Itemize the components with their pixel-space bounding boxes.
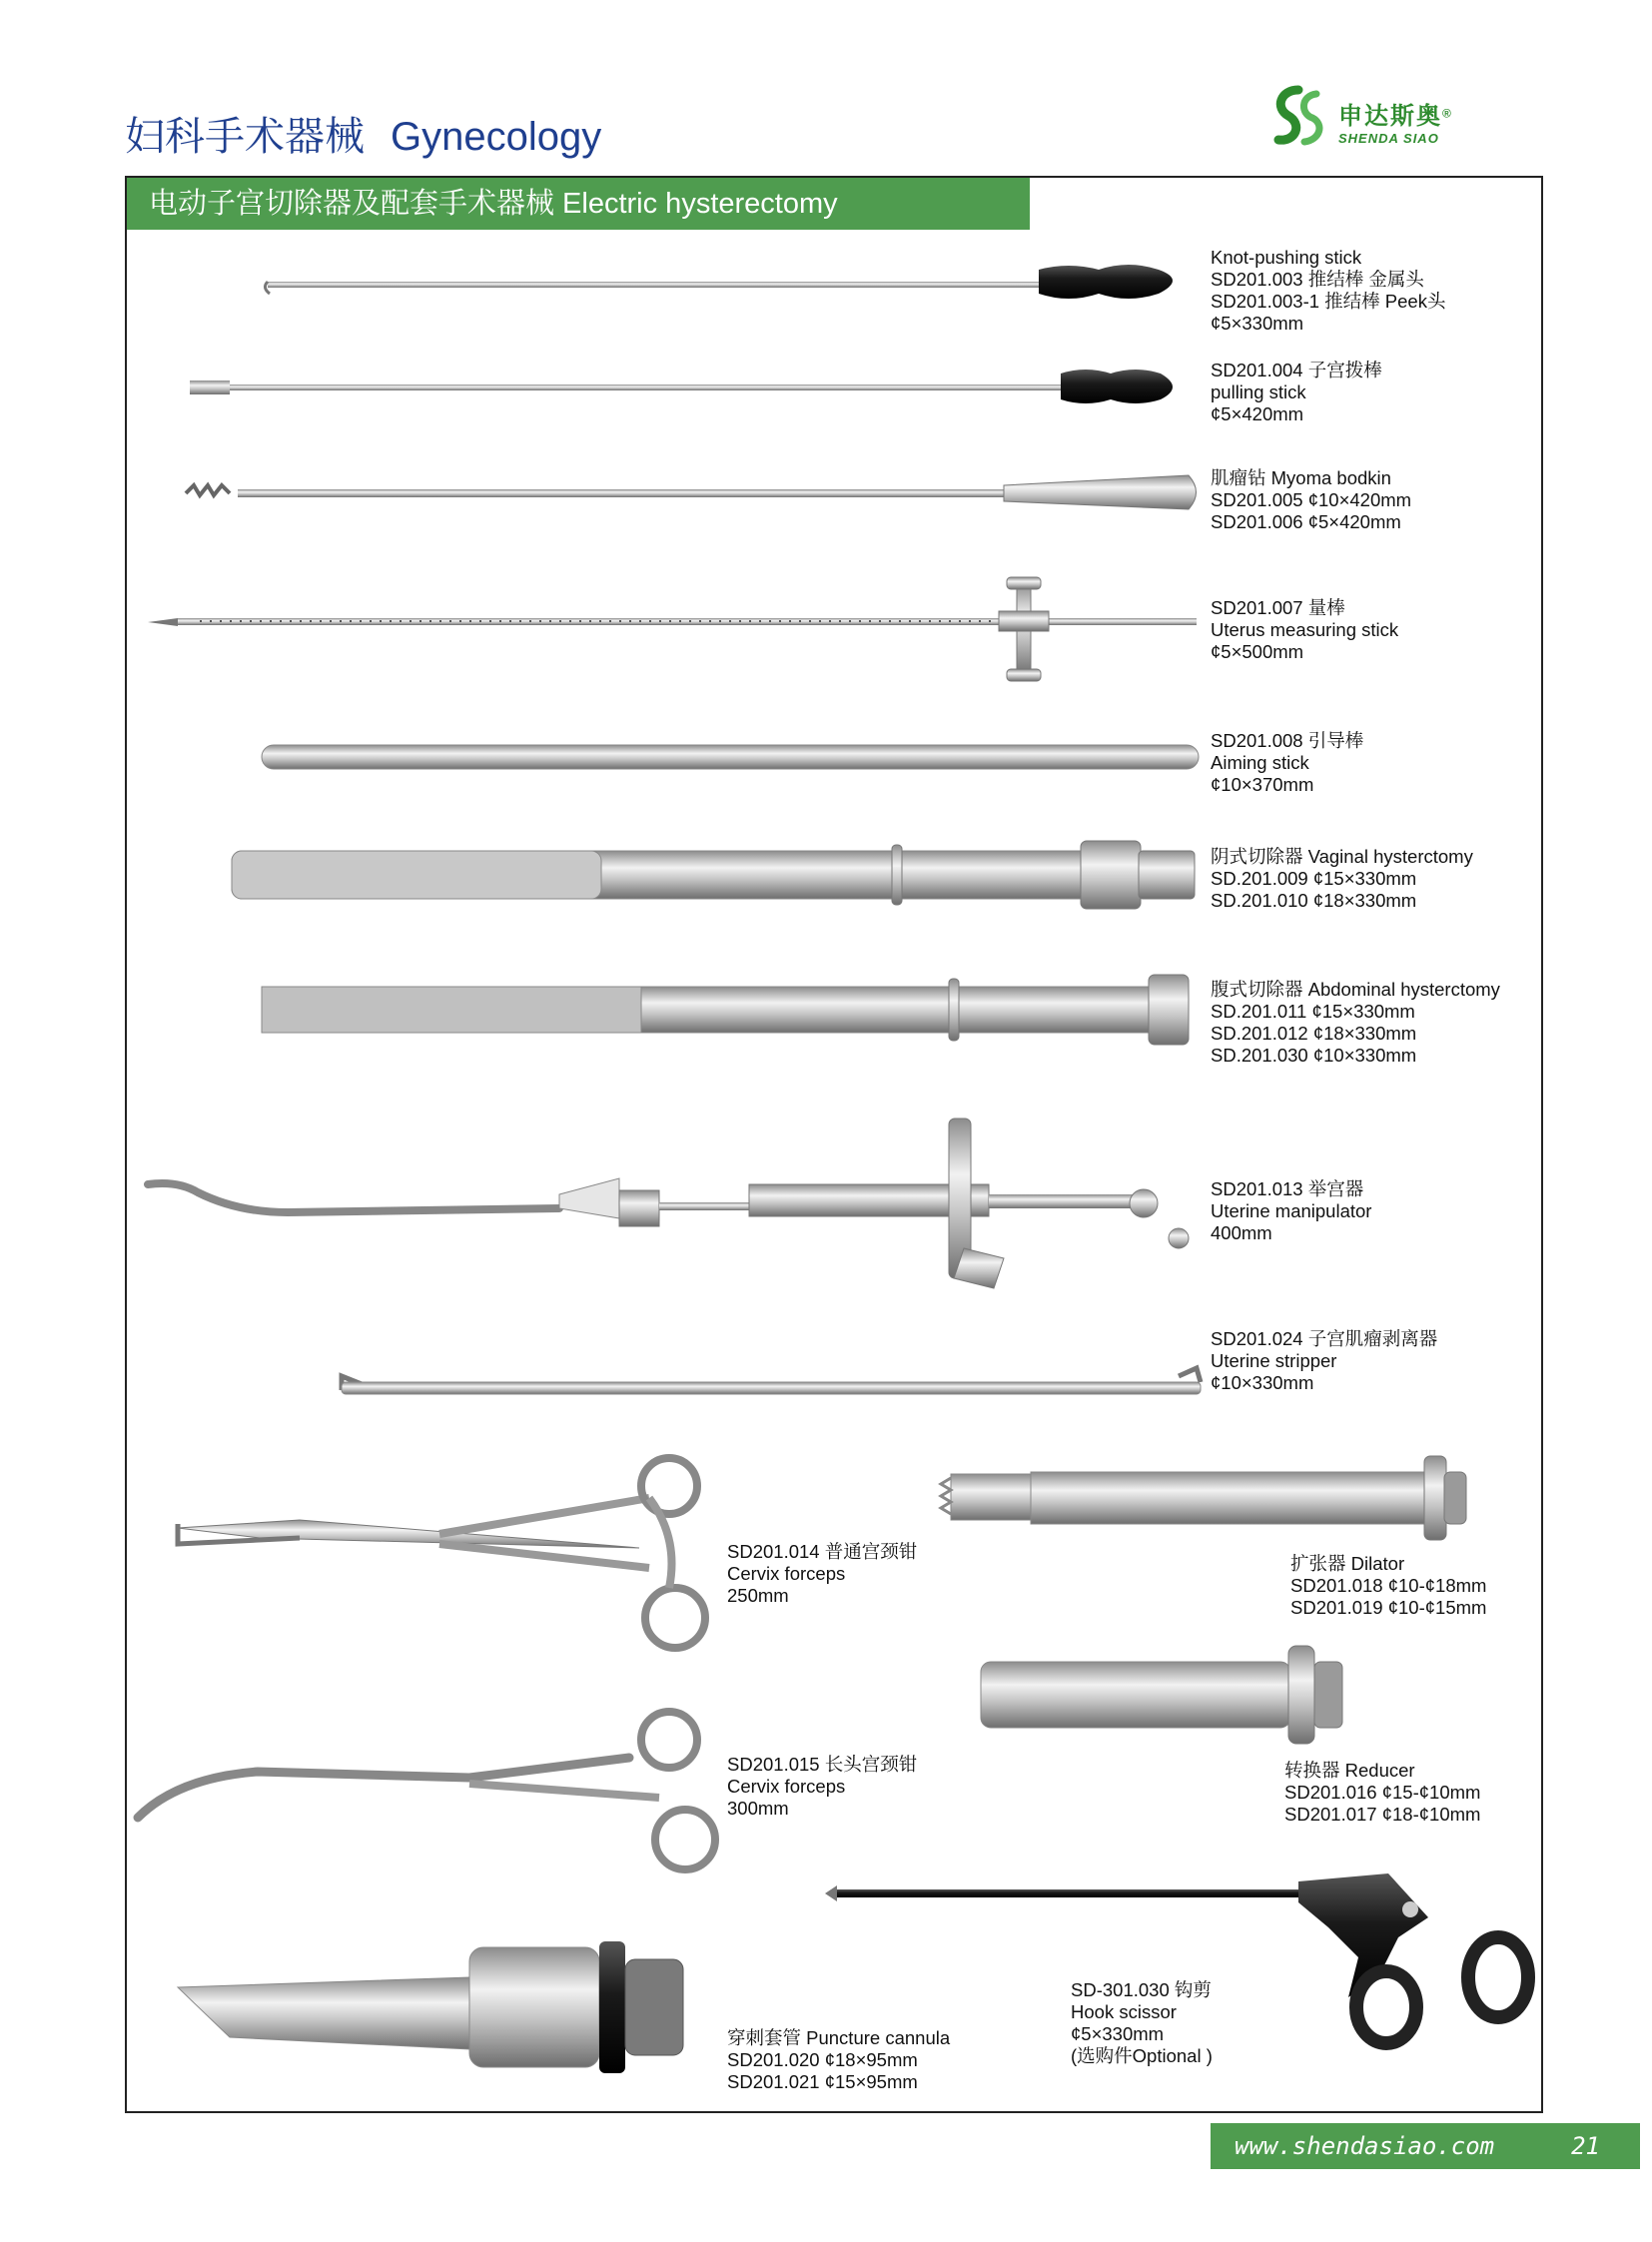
label-line: SD201.007 量棒 [1211,597,1345,618]
dilator-icon [941,1456,1466,1540]
label-line: 250mm [727,1585,789,1606]
uterus-measuring-stick-icon [148,577,1197,681]
label-line: SD201.024 子宫肌瘤剥离器 [1211,1328,1438,1349]
label-line: Cervix forceps [727,1563,846,1584]
label-line: 腹式切除器 Abdominal hysterctomy [1211,979,1500,1000]
label-line: 400mm [1211,1222,1272,1243]
label-line: SD201.006 ¢5×420mm [1211,511,1401,532]
label-line: SD201.013 举宫器 [1211,1178,1364,1199]
label-line: SD201.016 ¢15-¢10mm [1284,1782,1481,1803]
label-line: SD.201.009 ¢15×330mm [1211,868,1417,889]
label-line: Uterine manipulator [1211,1200,1372,1221]
label-hook-scissor [1071,1979,1213,2067]
label-line: Cervix forceps [727,1776,846,1797]
label-line: SD201.019 ¢10-¢15mm [1290,1597,1487,1618]
footer-bar [1211,2123,1640,2169]
label-dilator [1290,1553,1486,1619]
label-line: pulling stick [1211,381,1306,402]
section-banner: 电动子宫切除器及配套手术器械 Electric hysterectomy [127,178,1030,230]
pulling-stick-icon [190,370,1173,403]
label-line: SD201.004 子宫拨棒 [1211,360,1382,380]
label-line: 穿刺套管 Puncture cannula [727,2027,951,2048]
label-line: 肌瘤钻 Myoma bodkin [1211,467,1391,488]
label-abdominal-hysterctomy [1211,979,1500,1067]
myoma-bodkin-icon [186,475,1197,509]
title-cn: 妇科手术器械 [125,115,365,159]
label-line: SD.201.010 ¢18×330mm [1211,890,1417,911]
label-line: Hook scissor [1071,2001,1177,2022]
label-line: SD201.003 推结棒 金属头 [1211,269,1424,290]
puncture-cannula-icon [178,1941,683,2073]
abdominal-hysterctomy-icon [262,975,1189,1045]
label-line: Aiming stick [1211,752,1309,773]
label-line: ¢5×420mm [1211,403,1304,424]
label-line: ¢5×500mm [1211,641,1304,662]
title-en: Gynecology [391,115,602,159]
logo-name-cn: 申达斯奥 [1338,103,1442,130]
label-cervix-forceps-300 [727,1754,917,1820]
label-knot-pushing-stick [1211,247,1445,335]
label-line: SD201.020 ¢18×95mm [727,2049,918,2070]
label-line: SD201.005 ¢10×420mm [1211,489,1412,510]
registered-mark: ® [1442,106,1451,121]
label-uterine-stripper [1211,1328,1437,1394]
label-line: (选购件Optional ) [1071,2045,1213,2066]
uterine-stripper-icon [342,1368,1201,1394]
label-line: SD201.015 长头宫颈钳 [727,1754,918,1775]
label-line: Uterus measuring stick [1211,619,1399,640]
label-line: Uterine stripper [1211,1350,1337,1371]
page-number: 21 [1571,2132,1600,2160]
label-aiming-stick [1211,730,1363,796]
label-line: Knot-pushing stick [1211,247,1362,268]
label-line: SD201.003-1 推结棒 Peek头 [1211,291,1446,312]
label-line: 扩张器 Dilator [1290,1553,1405,1574]
label-uterus-measuring-stick [1211,597,1398,663]
label-line: 300mm [727,1798,789,1819]
logo-name-en: SHENDA SIAO [1338,131,1439,146]
label-line: ¢5×330mm [1211,313,1304,334]
label-line: SD.201.012 ¢18×330mm [1211,1023,1417,1044]
vaginal-hysterctomy-icon [232,841,1195,909]
label-vaginal-hysterctomy [1211,846,1473,912]
label-line: SD201.008 引导棒 [1211,730,1364,751]
label-pulling-stick [1211,360,1382,425]
label-line: ¢10×330mm [1211,1372,1314,1393]
label-line: 阴式切除器 Vaginal hysterctomy [1211,846,1473,867]
label-puncture-cannula [727,2027,950,2093]
knot-pushing-stick-icon [265,265,1173,299]
label-uterine-manipulator [1211,1178,1371,1244]
label-line: ¢10×370mm [1211,774,1314,795]
label-myoma-bodkin [1211,467,1411,533]
label-line: SD201.014 普通宫颈钳 [727,1541,918,1562]
label-line: SD201.017 ¢18-¢10mm [1284,1804,1481,1825]
label-line: SD.201.011 ¢15×330mm [1211,1001,1415,1022]
uterine-manipulator-icon [148,1119,1189,1288]
label-line: SD201.021 ¢15×95mm [727,2071,918,2092]
cervix-forceps-250-icon [178,1458,705,1648]
label-line: SD-301.030 钩剪 [1071,1979,1212,2000]
reducer-icon [981,1646,1342,1744]
label-line: 转换器 Reducer [1284,1760,1415,1781]
cervix-forceps-300-icon [138,1712,715,1869]
label-cervix-forceps-250 [727,1541,917,1607]
label-line: ¢5×330mm [1071,2023,1165,2044]
footer-url: www.shendasiao.com [1235,2132,1495,2160]
label-line: SD201.018 ¢10-¢18mm [1290,1575,1487,1596]
aiming-stick-icon [262,745,1199,769]
label-line: SD.201.030 ¢10×330mm [1211,1045,1417,1066]
label-reducer [1284,1760,1480,1826]
